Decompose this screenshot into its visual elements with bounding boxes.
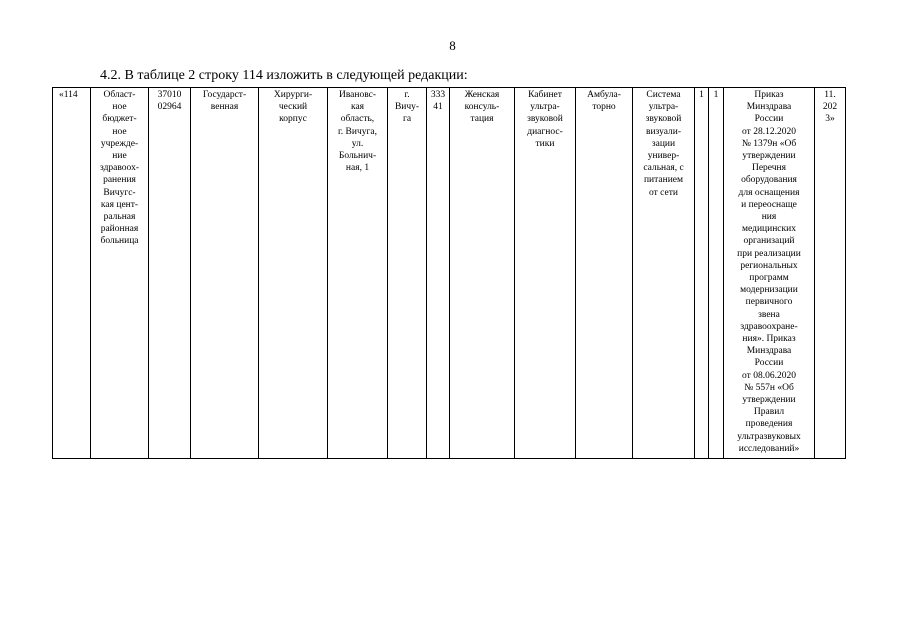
table-row	[53, 88, 846, 459]
room-cell: Кабинет ультра- звуковой диагнос- тики	[515, 88, 576, 459]
city-cell: г. Вичу- га	[388, 88, 427, 459]
number-cell: 333 41	[427, 88, 450, 459]
basis-cell: Приказ Минздрава России от 28.12.2020 № 1379н «Об утверждении Перечня оборудования для оснащения и переоснаще ния медицинских организаций при реализации региональных программ модернизации первичного звена здравоохране- ния». Приказ Минздрава России от 08.06.2020 № 557н «Об утверждении Правил проведения ультразвуковых исследований»	[724, 88, 815, 459]
date-cell: 11. 202 3»	[815, 88, 846, 459]
ownership-cell: Государст- венная	[191, 88, 259, 459]
amendment-heading: 4.2. В таблице 2 строку 114 изложить в следующей редакции:	[100, 68, 468, 83]
organization-cell: Област- ное бюджет- ное учрежде- ние здравоох- ранения Вичугс- кая цент- ральная районная больница	[91, 88, 149, 459]
code-cell: 37010 02964	[149, 88, 191, 459]
equipment-cell: Система ультра- звуковой визуали- зации универ- сальная, с питанием от сети	[633, 88, 695, 459]
page-number: 8	[449, 38, 456, 53]
care-type-cell: Амбула- торно	[576, 88, 633, 459]
quantity-cell-1: 1	[695, 88, 709, 459]
row-number-cell: «114	[53, 88, 91, 459]
quantity-cell-2: 1	[709, 88, 724, 459]
unit-cell: Женская консуль- тация	[450, 88, 515, 459]
amendment-table	[52, 87, 846, 459]
address-cell: Ивановс- кая область, г. Вичуга, ул. Больнич- ная, 1	[328, 88, 388, 459]
building-cell: Хирурги- ческий корпус	[259, 88, 328, 459]
